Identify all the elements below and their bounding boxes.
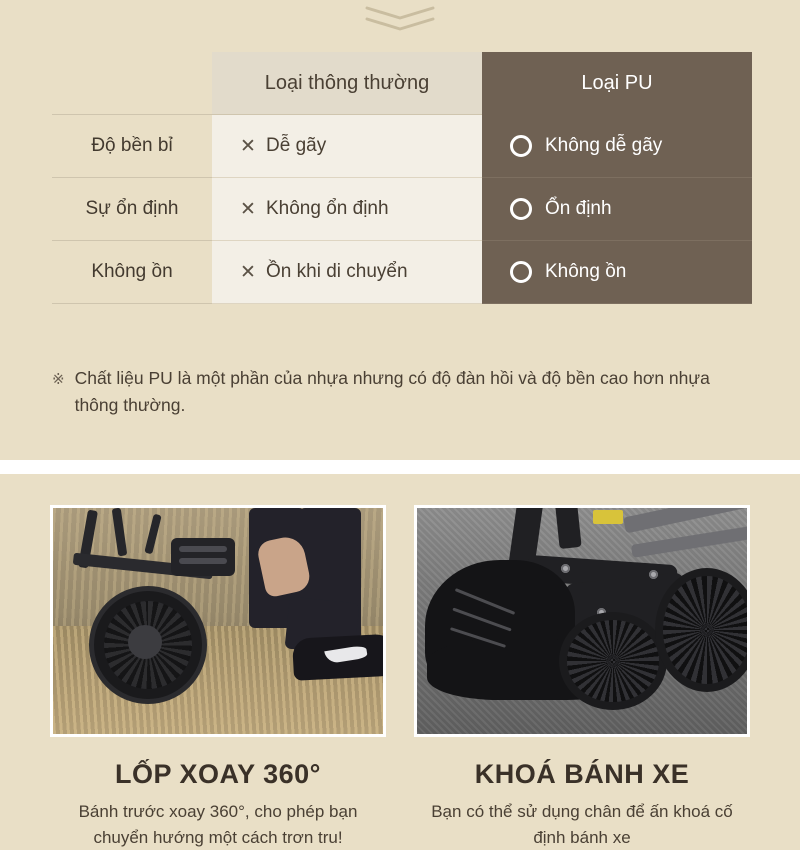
comparison-table <box>52 52 752 304</box>
cell-pu-durability-text: Không dễ gãy <box>545 134 663 156</box>
cross-icon: ✕ <box>240 261 256 283</box>
cell-normal-stability-text: Không ổn định <box>266 198 389 219</box>
comparison-table-section <box>52 52 752 304</box>
cell-normal-stability <box>212 178 482 241</box>
wheel-lock-photo <box>414 505 750 737</box>
circle-icon <box>510 135 532 157</box>
row-label-durability: Độ bền bỉ <box>52 115 212 178</box>
card-desc-swivel: Bánh trước xoay 360°, cho phép bạn chuyển hướng một cách trơn tru! <box>78 802 358 847</box>
chevron-down-icon <box>365 6 435 36</box>
feature-cards <box>0 505 800 850</box>
feature-card-lock <box>414 505 750 850</box>
footnote <box>52 365 752 419</box>
cell-normal-durability <box>212 115 482 178</box>
section-divider <box>0 460 800 474</box>
card-title-lock: KHOÁ BÁNH XE <box>474 759 690 789</box>
cell-normal-noise-text: Ồn khi di chuyển <box>266 261 408 282</box>
reference-mark-icon: ※ <box>52 371 65 388</box>
wheel-swivel-photo <box>50 505 386 737</box>
circle-icon <box>510 261 532 283</box>
table-row <box>52 241 752 304</box>
cell-normal-durability-text: Dễ gãy <box>266 135 327 156</box>
cell-pu-noise <box>482 241 752 304</box>
table-header-row <box>52 52 752 115</box>
cell-pu-stability <box>482 178 752 241</box>
row-label-stability: Sự ổn định <box>52 178 212 241</box>
feature-card-swivel <box>50 505 386 850</box>
cross-icon: ✕ <box>240 135 256 157</box>
header-blank-cell <box>52 52 212 115</box>
header-pu-type: Loại PU <box>482 52 752 115</box>
cell-pu-durability <box>482 115 752 178</box>
table-row <box>52 115 752 178</box>
scroll-down-chevron <box>0 6 800 40</box>
cross-icon: ✕ <box>240 198 256 220</box>
cell-pu-noise-text: Không ồn <box>545 261 627 282</box>
row-label-noise: Không ồn <box>52 241 212 304</box>
footnote-text: Chất liệu PU là một phần của nhựa nhưng có độ đàn hồi và độ bền cao hơn nhựa thông thường. <box>74 368 710 416</box>
table-row <box>52 178 752 241</box>
header-normal-type: Loại thông thường <box>212 52 482 115</box>
cell-normal-noise <box>212 241 482 304</box>
card-desc-lock: Bạn có thể sử dụng chân để ấn khoá cố định bánh xe <box>431 802 733 847</box>
cell-pu-stability-text: Ổn định <box>545 198 612 219</box>
circle-icon <box>510 198 532 220</box>
card-title-swivel: LỐP XOAY 360° <box>115 759 321 789</box>
